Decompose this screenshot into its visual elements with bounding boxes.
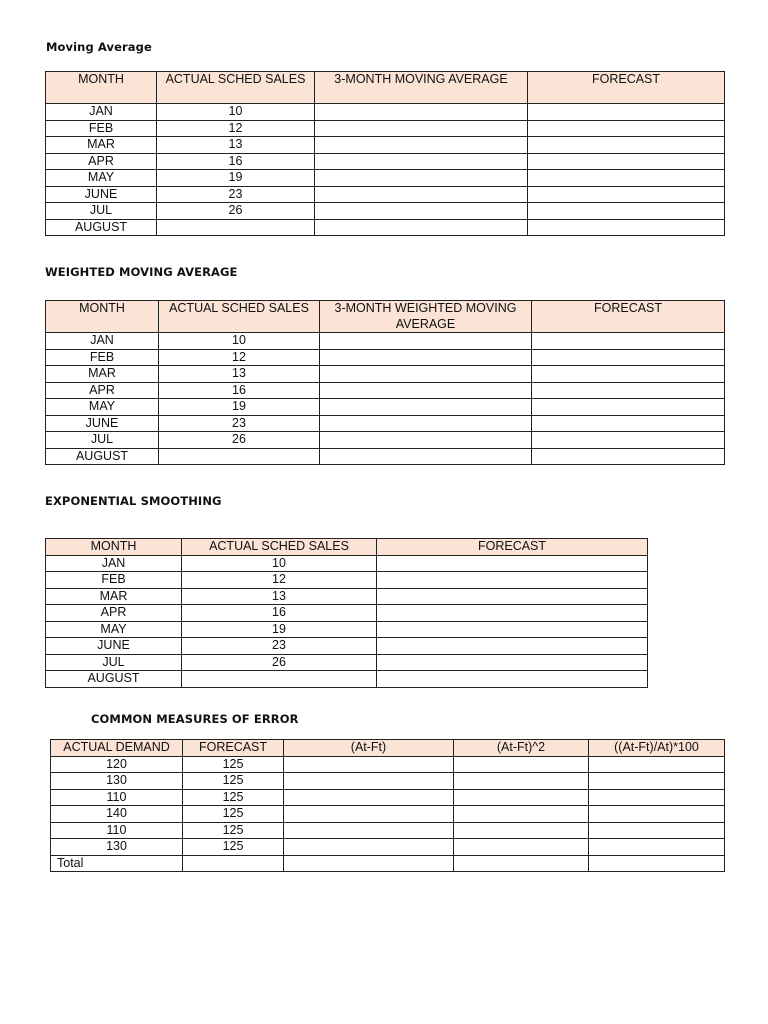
column-header: FORECAST xyxy=(183,740,284,757)
table-cell: 26 xyxy=(157,203,315,220)
moving-average-table xyxy=(45,71,725,236)
table-cell xyxy=(454,855,589,872)
table-cell xyxy=(532,448,725,465)
table-cell: 10 xyxy=(159,333,320,350)
table-cell xyxy=(454,839,589,856)
table-cell: 130 xyxy=(51,839,183,856)
measures-of-error-title: COMMON MEASURES OF ERROR xyxy=(91,712,299,726)
table-row xyxy=(46,120,725,137)
table-cell xyxy=(284,789,454,806)
table-cell xyxy=(532,349,725,366)
table-cell: JUL xyxy=(46,203,157,220)
table-cell: JAN xyxy=(46,333,159,350)
table-cell xyxy=(377,621,648,638)
table-cell: MAY xyxy=(46,170,157,187)
table-header-row xyxy=(46,72,725,104)
table-cell: APR xyxy=(46,153,157,170)
table-cell: 130 xyxy=(51,773,183,790)
table-cell xyxy=(315,137,528,154)
table-cell xyxy=(528,186,725,203)
table-row xyxy=(51,773,725,790)
table-cell xyxy=(528,137,725,154)
table-cell xyxy=(159,448,320,465)
table-cell xyxy=(320,382,532,399)
weighted-moving-average-table xyxy=(45,300,725,465)
moving-average-title: Moving Average xyxy=(46,40,152,54)
table-cell xyxy=(315,120,528,137)
table-cell xyxy=(320,399,532,416)
table-cell: 12 xyxy=(159,349,320,366)
exponential-smoothing-title: EXPONENTIAL SMOOTHING xyxy=(45,494,222,508)
table-row xyxy=(46,605,648,622)
table-cell: MAR xyxy=(46,137,157,154)
table-row xyxy=(46,588,648,605)
table-cell xyxy=(532,366,725,383)
table-row xyxy=(51,839,725,856)
table-cell: FEB xyxy=(46,349,159,366)
table-cell xyxy=(532,382,725,399)
column-header: MONTH xyxy=(46,301,159,333)
table-cell: 125 xyxy=(183,773,284,790)
table-header-row xyxy=(51,740,725,757)
table-cell: 125 xyxy=(183,806,284,823)
table-row xyxy=(46,621,648,638)
table-cell xyxy=(320,349,532,366)
table-cell: 23 xyxy=(159,415,320,432)
column-header: ((At-Ft)/At)*100 xyxy=(589,740,725,757)
table-cell xyxy=(532,333,725,350)
table-cell xyxy=(320,366,532,383)
table-cell xyxy=(528,120,725,137)
column-header: (At-Ft)^2 xyxy=(454,740,589,757)
table-cell: 13 xyxy=(182,588,377,605)
table-cell xyxy=(157,219,315,236)
table-cell: 13 xyxy=(157,137,315,154)
table-cell: 23 xyxy=(157,186,315,203)
table-cell xyxy=(377,555,648,572)
table-cell: JAN xyxy=(46,104,157,121)
table-cell xyxy=(315,170,528,187)
table-cell xyxy=(320,432,532,449)
table-cell: 140 xyxy=(51,806,183,823)
table-row xyxy=(46,654,648,671)
table-row xyxy=(51,789,725,806)
table-cell xyxy=(454,806,589,823)
table-cell xyxy=(284,855,454,872)
table-cell xyxy=(528,104,725,121)
table-row xyxy=(51,822,725,839)
table-cell: JUNE xyxy=(46,638,182,655)
table-cell xyxy=(589,855,725,872)
table-cell: 125 xyxy=(183,839,284,856)
table-cell xyxy=(454,773,589,790)
table-cell xyxy=(320,415,532,432)
table-cell: 16 xyxy=(182,605,377,622)
table-cell xyxy=(315,203,528,220)
table-cell: JUNE xyxy=(46,186,157,203)
column-header: ACTUAL SCHED SALES xyxy=(182,539,377,556)
weighted-moving-average-title: WEIGHTED MOVING AVERAGE xyxy=(45,265,238,279)
total-label: Total xyxy=(51,855,183,872)
table-header-row xyxy=(46,539,648,556)
table-cell: MAY xyxy=(46,399,159,416)
table-cell xyxy=(528,203,725,220)
table-row xyxy=(51,756,725,773)
table-cell xyxy=(589,789,725,806)
table-cell: 26 xyxy=(159,432,320,449)
table-cell xyxy=(320,333,532,350)
table-cell xyxy=(377,638,648,655)
table-cell: 12 xyxy=(157,120,315,137)
table-cell xyxy=(532,432,725,449)
table-row xyxy=(46,415,725,432)
table-cell xyxy=(532,415,725,432)
table-row xyxy=(46,572,648,589)
table-row xyxy=(46,104,725,121)
table-cell xyxy=(589,773,725,790)
table-cell xyxy=(589,822,725,839)
table-cell: 12 xyxy=(182,572,377,589)
table-cell xyxy=(589,806,725,823)
table-cell xyxy=(454,789,589,806)
table-row xyxy=(46,153,725,170)
table-cell: 10 xyxy=(157,104,315,121)
table-cell xyxy=(284,773,454,790)
table-row xyxy=(46,382,725,399)
table-cell: FEB xyxy=(46,572,182,589)
column-header: 3-MONTH MOVING AVERAGE xyxy=(315,72,528,104)
table-row xyxy=(46,638,648,655)
table-cell: 13 xyxy=(159,366,320,383)
exponential-smoothing-table xyxy=(45,538,648,688)
table-row xyxy=(46,349,725,366)
table-row xyxy=(46,366,725,383)
table-cell xyxy=(589,839,725,856)
table-cell: 110 xyxy=(51,789,183,806)
table-cell: 125 xyxy=(183,822,284,839)
table-cell xyxy=(315,186,528,203)
table-cell xyxy=(377,654,648,671)
table-cell: JUL xyxy=(46,432,159,449)
column-header: ACTUAL SCHED SALES xyxy=(159,301,320,333)
table-cell xyxy=(528,153,725,170)
table-cell: 16 xyxy=(157,153,315,170)
table-row xyxy=(46,448,725,465)
table-cell: APR xyxy=(46,382,159,399)
table-cell: 23 xyxy=(182,638,377,655)
column-header: ACTUAL DEMAND xyxy=(51,740,183,757)
table-cell: MAY xyxy=(46,621,182,638)
total-row xyxy=(51,855,725,872)
table-cell: APR xyxy=(46,605,182,622)
table-cell xyxy=(377,605,648,622)
table-cell xyxy=(454,822,589,839)
table-cell: 125 xyxy=(183,756,284,773)
table-cell xyxy=(183,855,284,872)
table-cell xyxy=(284,756,454,773)
table-cell: JAN xyxy=(46,555,182,572)
table-cell: MAR xyxy=(46,588,182,605)
column-header: MONTH xyxy=(46,539,182,556)
table-cell xyxy=(377,588,648,605)
table-cell: AUGUST xyxy=(46,671,182,688)
table-cell xyxy=(320,448,532,465)
table-cell: JUNE xyxy=(46,415,159,432)
column-header: MONTH xyxy=(46,72,157,104)
table-row xyxy=(46,170,725,187)
table-row xyxy=(46,137,725,154)
table-cell: 26 xyxy=(182,654,377,671)
table-cell xyxy=(284,839,454,856)
table-cell xyxy=(315,219,528,236)
table-cell: MAR xyxy=(46,366,159,383)
table-row xyxy=(46,186,725,203)
table-cell xyxy=(532,399,725,416)
table-row xyxy=(46,555,648,572)
table-row xyxy=(46,333,725,350)
table-cell xyxy=(589,756,725,773)
table-cell xyxy=(528,219,725,236)
column-header: FORECAST xyxy=(532,301,725,333)
table-row xyxy=(46,671,648,688)
column-header: ACTUAL SCHED SALES xyxy=(157,72,315,104)
table-cell: 16 xyxy=(159,382,320,399)
table-header-row xyxy=(46,301,725,333)
table-cell xyxy=(528,170,725,187)
table-cell: 10 xyxy=(182,555,377,572)
column-header: (At-Ft) xyxy=(284,740,454,757)
measures-of-error-table xyxy=(50,739,725,872)
table-cell: JUL xyxy=(46,654,182,671)
table-cell: AUGUST xyxy=(46,219,157,236)
table-row xyxy=(46,219,725,236)
table-cell: 19 xyxy=(157,170,315,187)
table-cell xyxy=(454,756,589,773)
table-cell xyxy=(377,671,648,688)
table-row xyxy=(46,399,725,416)
table-cell: AUGUST xyxy=(46,448,159,465)
table-cell: 120 xyxy=(51,756,183,773)
table-cell xyxy=(315,104,528,121)
table-cell: 125 xyxy=(183,789,284,806)
column-header: 3-MONTH WEIGHTED MOVING AVERAGE xyxy=(320,301,532,333)
table-cell: 19 xyxy=(159,399,320,416)
table-cell xyxy=(284,822,454,839)
table-cell xyxy=(182,671,377,688)
table-cell xyxy=(377,572,648,589)
table-cell xyxy=(284,806,454,823)
table-cell: FEB xyxy=(46,120,157,137)
column-header: FORECAST xyxy=(528,72,725,104)
table-cell: 19 xyxy=(182,621,377,638)
column-header: FORECAST xyxy=(377,539,648,556)
table-row xyxy=(46,432,725,449)
table-row xyxy=(46,203,725,220)
table-cell xyxy=(315,153,528,170)
table-row xyxy=(51,806,725,823)
table-cell: 110 xyxy=(51,822,183,839)
